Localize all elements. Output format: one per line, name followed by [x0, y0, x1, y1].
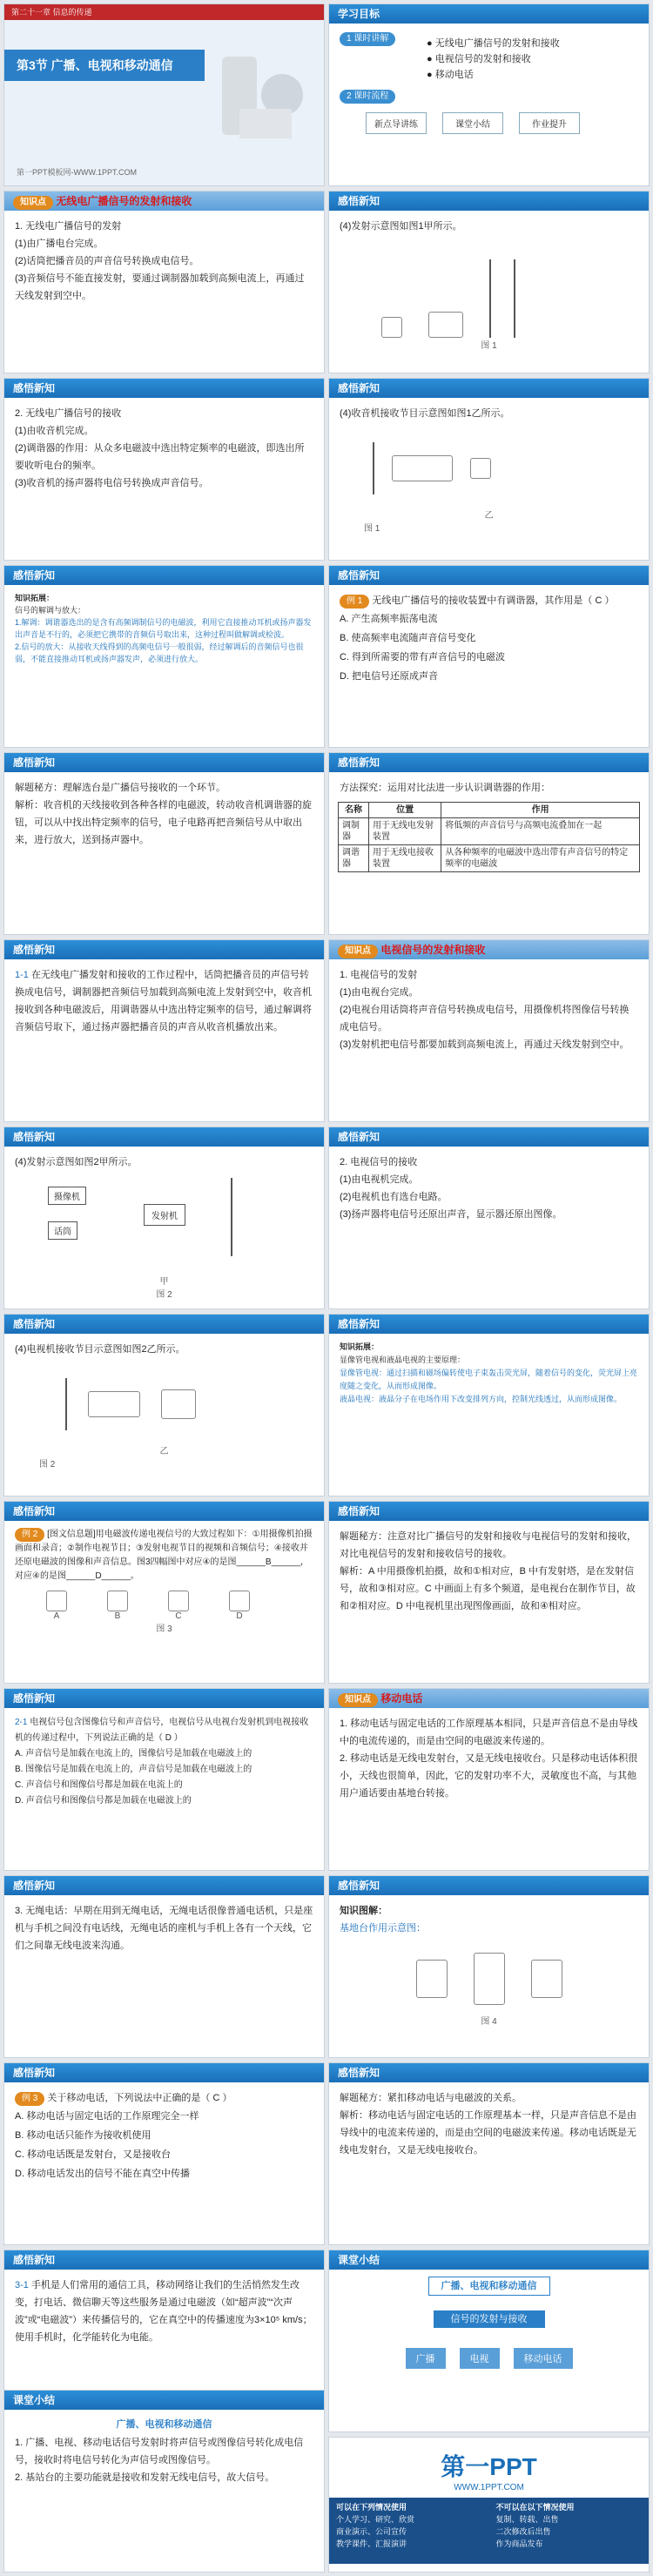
transmitter-icon — [428, 312, 463, 338]
antenna-icon — [65, 1378, 67, 1430]
slide-sol3: 感悟新知 解题秘方：紧扣移动电话与电磁波的关系。 解析：移动电话与固定电话的工作原理基本一样，只是声音信息不是由导线中的电流来传递的，而是由空间的电磁波来传递。移动电话既是无线电发射台，又是无线电接收台。 — [328, 2062, 650, 2245]
brand-url[interactable]: WWW.1PPT.COM — [454, 2483, 524, 2492]
slide-exer2: 感悟新知 2-1 电视信号包含图像信号和声音信号，电视信号从电视台发射机到电视接收机的传递过程中，下列说法正确的是（ D ） A. 声音信号是加载在电流上的，图像信号是加载在电磁波上的 B. 图像信号是加载在电流上的，声音信号是加载在电磁波上的 C. 声音信号和图像信号都是加载在电流上的 D. 声音信号和图像信号都是加载在电磁波上的 — [3, 1688, 325, 1871]
speaker-icon — [470, 458, 491, 479]
slide-kp3: 知识点 移动电话 1. 移动电话与固定电话的工作原理基本相同，只是声音信息不是由导线中的电流传递的，而是由空间的电磁波来传递的。 2. 移动电话是无线电发射台，又是无线电接收台。只是移动电话体积很小，天线也很简单，因此，它的发射功率不大，灵敏度也不高，与其他用户通话要由基地台转接。 — [328, 1688, 650, 1871]
fig1a-caption: 图 1 — [481, 341, 497, 351]
slide-kp1 — [3, 191, 325, 373]
slide-fig1a: 感悟新知 (4)发射示意图如图1甲所示。 图 1 — [328, 191, 650, 373]
slide-summary: 课堂小结 广播、电视和移动通信 1. 广播、电视、移动电话信号发射时将声信号或图像信号转化成电信号，接收时将电信号转化为声信号或图像信号。 2. 基站台的主要功能就是接收和发射无线电信号，故大信号。 — [3, 2390, 325, 2573]
receive-body: 2. 无线电广播信号的接收 (1)由收音机完成。 (2)调谐器的作用：从众多电磁波中选出特定频率的电磁波，即选出所要收听电台的频率。 (3)收音机的扬声器将电信号转换成声音信号。 — [15, 408, 305, 488]
slide-sol2: 感悟新知 解题秘方：注意对比广播信号的发射和接收与电视信号的发射和接收，对比电视信号的发射和接收信号的接收。 解析：A 中用摄像机拍摄，故和①相对应，B 中有发射塔，是在发射信号，故和③相对应。C 中画面上有多个频道，是电视台在制作节目，故和②相对应。D 中电视机里出现图像画面，故和④相对应。 — [328, 1501, 650, 1684]
cover-title: 第3节 广播、电视和移动通信 — [4, 50, 205, 81]
phone-icon — [531, 1960, 562, 1998]
cover-subtitle: 第一PPT模板网-WWW.1PPT.COM — [17, 168, 137, 177]
slide-fig1b: 感悟新知 (4)收音机接收节目示意图如图1乙所示。 乙 图 1 — [328, 378, 650, 561]
antenna-tower-icon — [489, 259, 515, 338]
slide-ext1: 感悟新知 知识拓展： 信号的解调与放大： 1.解调：调谐器选出的是含有高频调制信号的电磁波，利用它直接推动耳机或扬声器发出声音是不行的，必须把它携带的音频信号取出来，这种过程叫做解调或检波。 2.信号的放大：从接收天线得到的高频电信号一般很弱，经过解调后的音频信号也很弱，不能直接推动耳机或扬声器发声，必须进行放大。 — [3, 565, 325, 748]
flow-steps — [366, 112, 638, 134]
slide-cover — [3, 3, 325, 186]
studio-icon — [168, 1591, 189, 1611]
transmitter-diagram — [329, 242, 649, 338]
map-mid: 信号的发射与接收 — [434, 2310, 545, 2328]
tv-icon — [229, 1591, 250, 1611]
tv-screen-icon — [161, 1389, 196, 1419]
kp1-header: 知识点 无线电广播信号的发射和接收 — [4, 192, 324, 211]
camera-icon — [46, 1591, 67, 1611]
slide-ext2: 感悟新知 知识拓展： 显像管电视和液晶电视的主要原理： 显像管电视：通过扫描和磁场偏转使电子束轰击荧光屏，随着信号的变化，荧光屏上亮度随之变化，从而形成图像。 液晶电视：液晶分子在电场作用下改变排列方向，控制光线透过，从而形成图像。 — [328, 1314, 650, 1497]
cover-shapes-image — [213, 39, 309, 152]
slide-fig2a: 感悟新知 (4)发射示意图如图2甲所示。 摄像机 话筒 发射机 甲 图 2 — [3, 1127, 325, 1309]
flow-step: 新点导讲练 — [366, 112, 427, 134]
map-root: 广播、电视和移动通信 — [428, 2277, 550, 2296]
step-1-badge: 1 课时讲解 — [340, 32, 395, 46]
kp1-body: 1. 无线电广播信号的发射 (1)由广播电台完成。 (2)话筒把播音员的声音信号转换成电信号。 (3)音频信号不能直接发射，要通过调制器加载到高频电流上，再通过天线发射到空中。 — [15, 221, 305, 301]
slide-ad — [328, 2437, 650, 2573]
ext1-body: 知识拓展： 信号的解调与放大： 1.解调：调谐器选出的是含有高频调制信号的电磁波，利用它直接推动耳机或扬声器发出声音是不行的，必须把它携带的音频信号取出来，这种过程叫做解调或检波。 2.信号的放大：从接收天线得到的高频电信号一般很弱，经过解调后的音频信号也很弱，不能直接推动耳机或扬声器发声，必须进行放大。 — [15, 594, 312, 663]
goal-item: ● 移动电话 — [427, 70, 474, 80]
brand-logo: 第一PPT — [441, 2453, 537, 2480]
usage-panel: 可以在下列情况使用 个人学习、研究、欣赏 商业演示、公司宣传 教学课件、汇报演讲 不可以在以下情况使用 复制、转载、出售 二次修改后出售 作为商品发布 — [329, 2498, 649, 2564]
slide-sol1: 感悟新知 解题秘方：理解选台是广播信号接收的一个环节。 解析：收音机的天线接收到各种各样的电磁波，转动收音机调谐器的旋钮，可以从中找出特定频率的信号，电子电路再把音频信号从中取出来，进行放大，送到扬声器中。 — [3, 752, 325, 935]
slide-exer1: 感悟新知 1-1 在无线电广播发射和接收的工作过程中，话筒把播音员的声信号转换成电信号，调制器把音频信号加载到高频电流上发射到空中，收音机接收到各种电磁波后，用调谐器从中选出特定频率的信号，通过解调将音频信号取下，通过扬声器把播音员的声音从收音机播放出来。 — [3, 939, 325, 1122]
slide-kp2: 知识点 电视信号的发射和接收 1. 电视信号的发射 (1)由电视台完成。 (2)电视台用话筒将声音信号转换成电信号，用摄像机将图像信号转换成电信号。 (3)发射机把电信号都要加载到高频电流上，再通过天线发射到空中。 — [328, 939, 650, 1122]
microphone-icon — [381, 317, 402, 338]
slide-receive: 感悟新知 2. 无线电广播信号的接收 (1)由收音机完成。 (2)调谐器的作用：从众多电磁波中选出特定频率的电磁波，即选出所要收听电台的频率。 (3)收音机的扬声器将电信号转换成声音信号。 — [3, 378, 325, 561]
base-station-icon — [474, 1953, 505, 2005]
slide-fig4: 感悟新知 知识图解： 基地台作用示意图： 图 4 — [328, 1875, 650, 2058]
map-leaf: 移动电话 — [514, 2348, 573, 2369]
cover-header: 第二十一章 信息的传递 — [4, 4, 324, 20]
fig1a-header: 感悟新知 — [329, 192, 649, 211]
tv-transmit-diagram: 摄像机 话筒 发射机 — [4, 1178, 324, 1274]
radio-icon — [392, 455, 453, 481]
tower-icon — [107, 1591, 128, 1611]
map-leaf: 广播 — [406, 2348, 446, 2369]
tv-receive-diagram — [4, 1365, 324, 1443]
comparison-table: 名称 位置 作用 调制器 用于无线电发射装置 将低频的声音信号与高频电流叠加在一起 调谐器 用于无线电接收装置 从各种频率的电磁波中选出带有声音信号的特定频率的电磁波 — [338, 802, 640, 872]
base-station-diagram — [329, 1944, 649, 2014]
antenna-icon — [373, 442, 374, 494]
ex1-body: 例 1 无线电广播信号的接收装置中有调谐器，其作用是（ C ） A. 产生高频率振荡电流 B. 使高频率电流随声音信号变化 C. 得到所需要的带有声音信号的电磁波 D. 把电信号还原成声音 — [340, 595, 615, 682]
flow-step: 课堂小结 — [442, 112, 503, 134]
slide-summary-map: 课堂小结 广播、电视和移动通信 信号的发射与接收 广播 电视 移动电话 — [328, 2250, 650, 2432]
slide-method: 感悟新知 方法探究：运用对比法进一步认识调谐器的作用： 名称 位置 作用 调制器 用于无线电发射装置 将低频的声音信号与高频电流叠加在一起 调谐器 用于无线电接收装置 从各种频率的电磁波中选出带有声音信号的特定频率的电磁波 — [328, 752, 650, 935]
step-2-badge: 2 课时流程 — [340, 90, 395, 104]
goals-header: 学习目标 — [329, 4, 649, 24]
slide-ex3: 感悟新知 例 3 关于移动电话，下列说法中正确的是（ C ） A. 移动电话与固定电话的工作原理完全一样 B. 移动电话只能作为接收机使用 C. 移动电话既是发射台，又是接收台 D. 移动电话发出的信号不能在真空中传播 — [3, 2062, 325, 2245]
map-leaf: 电视 — [460, 2348, 500, 2369]
phone-icon — [416, 1960, 448, 1998]
goals-list — [427, 36, 638, 83]
goal-item: ● 无线电广播信号的发射和接收 — [427, 38, 560, 49]
slide-goals — [328, 3, 650, 186]
receiver-diagram — [329, 429, 649, 508]
goal-item: ● 电视信号的发射和接收 — [427, 54, 531, 64]
slide-cordless: 感悟新知 3. 无绳电话：早期在用到无绳电话，无绳电话很像普通电话机，只是座机与手机之间没有电话线，无绳电话的座机与手机上各有一个天线，它们之间靠无线电波来沟通。 — [3, 1875, 325, 2058]
slide-ex1: 感悟新知 例 1 无线电广播信号的接收装置中有调谐器，其作用是（ C ） A. 产生高频率振荡电流 B. 使高频率电流随声音信号变化 C. 得到所需要的带有声音信号的电磁波 D. 把电信号还原成声音 — [328, 565, 650, 748]
slide-tv-receive: 感悟新知 2. 电视信号的接收 (1)由电视机完成。 (2)电视机也有选台电路。 (3)扬声器将电信号还原出声音，显示器还原出图像。 — [328, 1127, 650, 1309]
tv-receiver-icon — [88, 1391, 140, 1417]
table-row: 调制器 用于无线电发射装置 将低频的声音信号与高频电流叠加在一起 — [339, 818, 640, 845]
slide-exer3: 感悟新知 3-1 手机是人们常用的通信工具，移动网络让我们的生活悄然发生改变，打电话、微信聊天等这些服务是通过电磁波（如“超声波”“次声波”或“电磁波”）来传播信号的，它在真空中的传播速度为3×10⁵ km/s；使用手机时，化学能转化为电能。 — [3, 2250, 325, 2432]
slide-fig2b: 感悟新知 (4)电视机接收节目示意图如图2乙所示。 乙 图 2 — [3, 1314, 325, 1497]
antenna-icon — [231, 1178, 232, 1256]
slide-ex2: 感悟新知 例 2 [图文信息题]用电磁波传递电视信号的大致过程如下：①用摄像机拍摄画面和录音；②制作电视节目；③发射电视节目的视频和音频信号；④接收并还原电磁波的图像和声音信息。图3四幅图中对应④的是图______B______，对应④的是图______D______。 A B C D 图 3 — [3, 1501, 325, 1684]
ex2-images: A B C D — [4, 1591, 324, 1621]
map-leaves — [329, 2348, 649, 2369]
table-row: 调谐器 用于无线电接收装置 从各种频率的电磁波中选出带有声音信号的特定频率的电磁波 — [339, 845, 640, 872]
flow-step: 作业提升 — [519, 112, 580, 134]
